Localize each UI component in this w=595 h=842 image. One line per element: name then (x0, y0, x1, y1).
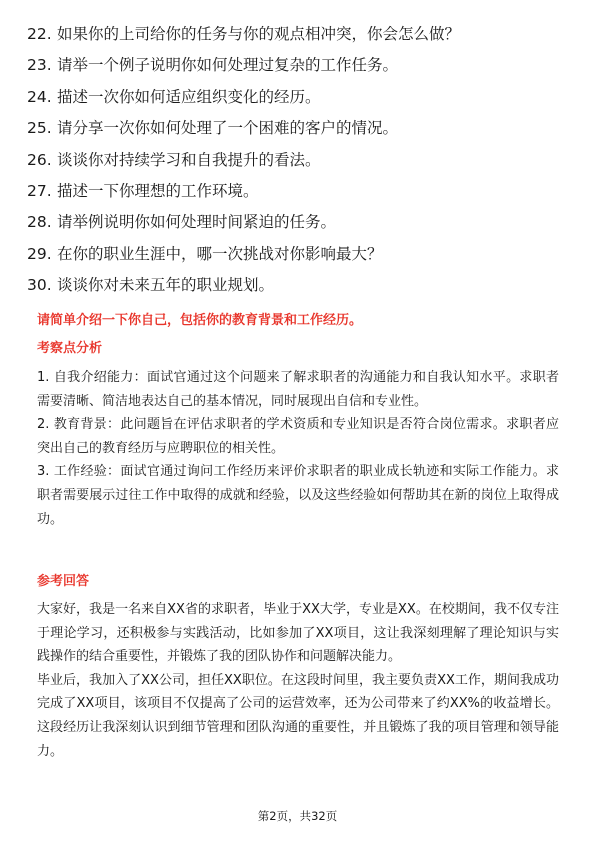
analysis-point: 2. 教育背景：此问题旨在评估求职者的学术资质和专业知识是否符合岗位需求。求职者应突出自己的教育经历与应聘职位的相关性。 (37, 417, 559, 456)
question-number: 22. (27, 25, 52, 43)
analysis-point: 3. 工作经验：面试官通过询问工作经历来评价求职者的职业成长轨迹和实际工作能力。求职者需要展示过往工作中取得的成就和经验，以及这些经验如何帮助其在新的岗位上取得成功。 (37, 464, 559, 527)
question-number: 27. (27, 181, 52, 200)
question-number: 26. (27, 150, 52, 169)
question-text: 在你的职业生涯中，哪一次挑战对你影响最大？ (57, 244, 383, 263)
question-item (27, 212, 572, 232)
question-item (27, 87, 572, 107)
question-text: 描述一次你如何适应组织变化的经历。 (57, 87, 321, 106)
question-item (27, 118, 572, 138)
question-number: 29. (27, 244, 52, 263)
question-number: 24. (27, 87, 52, 106)
question-number: 23. (27, 56, 52, 75)
question-item (27, 244, 572, 264)
question-text: 谈谈你对未来五年的职业规划。 (57, 276, 275, 295)
question-item (27, 150, 572, 170)
question-list (27, 24, 572, 307)
reference-paragraph: 毕业后，我加入了XX公司，担任XX职位。在这段时间里，我主要负责XX工作，期间我成功完成了XX项目，该项目不仅提高了公司的运营效率，还为公司带来了约XX%的收益增长。这段经历让我深刻认识到细节管理和团队沟通的重要性，并且锻炼了我的项目管理和领导能力。 (37, 672, 559, 759)
question-text: 谈谈你对持续学习和自我提升的看法。 (57, 150, 321, 169)
question-text: 描述一下你理想的工作环境。 (57, 181, 259, 200)
analysis-heading: 考察点分析 (37, 341, 103, 356)
analysis-point: 1. 自我介绍能力：面试官通过这个问题来了解求职者的沟通能力和自我认知水平。求职者需要清晰、简洁地表达自己的基本情况，同时展现出自信和专业性。 (37, 370, 559, 409)
question-number: 30. (27, 276, 52, 295)
question-text: 请举例说明你如何处理时间紧迫的任务。 (57, 213, 337, 232)
question-text: 请举一个例子说明你如何处理过复杂的工作任务。 (57, 56, 399, 75)
question-text: 请分享一次你如何处理了一个困难的客户的情况。 (57, 119, 399, 138)
question-item (27, 24, 572, 44)
question-number: 25. (27, 119, 52, 138)
question-item (27, 181, 572, 201)
question-item (27, 55, 572, 75)
featured-question: 请简单介绍一下你自己，包括你的教育背景和工作经历。 (37, 313, 363, 328)
reference-section (37, 573, 559, 763)
question-text: 如果你的上司给你的任务与你的观点相冲突，你会怎么做？ (57, 25, 461, 43)
featured-question-section (37, 312, 559, 330)
analysis-section (37, 340, 559, 531)
reference-heading: 参考回答 (37, 574, 90, 589)
question-item (27, 275, 572, 295)
question-number: 28. (27, 213, 52, 232)
reference-paragraph: 大家好，我是一名来自XX省的求职者，毕业于XX大学，专业是XX。在校期间，我不仅专注于理论学习，还积极参与实践活动，比如参加了XX项目，这让我深刻理解了理论知识与实践操作的结合重要性，并锻炼了我的团队协作和问题解决能力。 (37, 602, 559, 665)
page-footer: 第2页，共32页 (257, 809, 338, 823)
